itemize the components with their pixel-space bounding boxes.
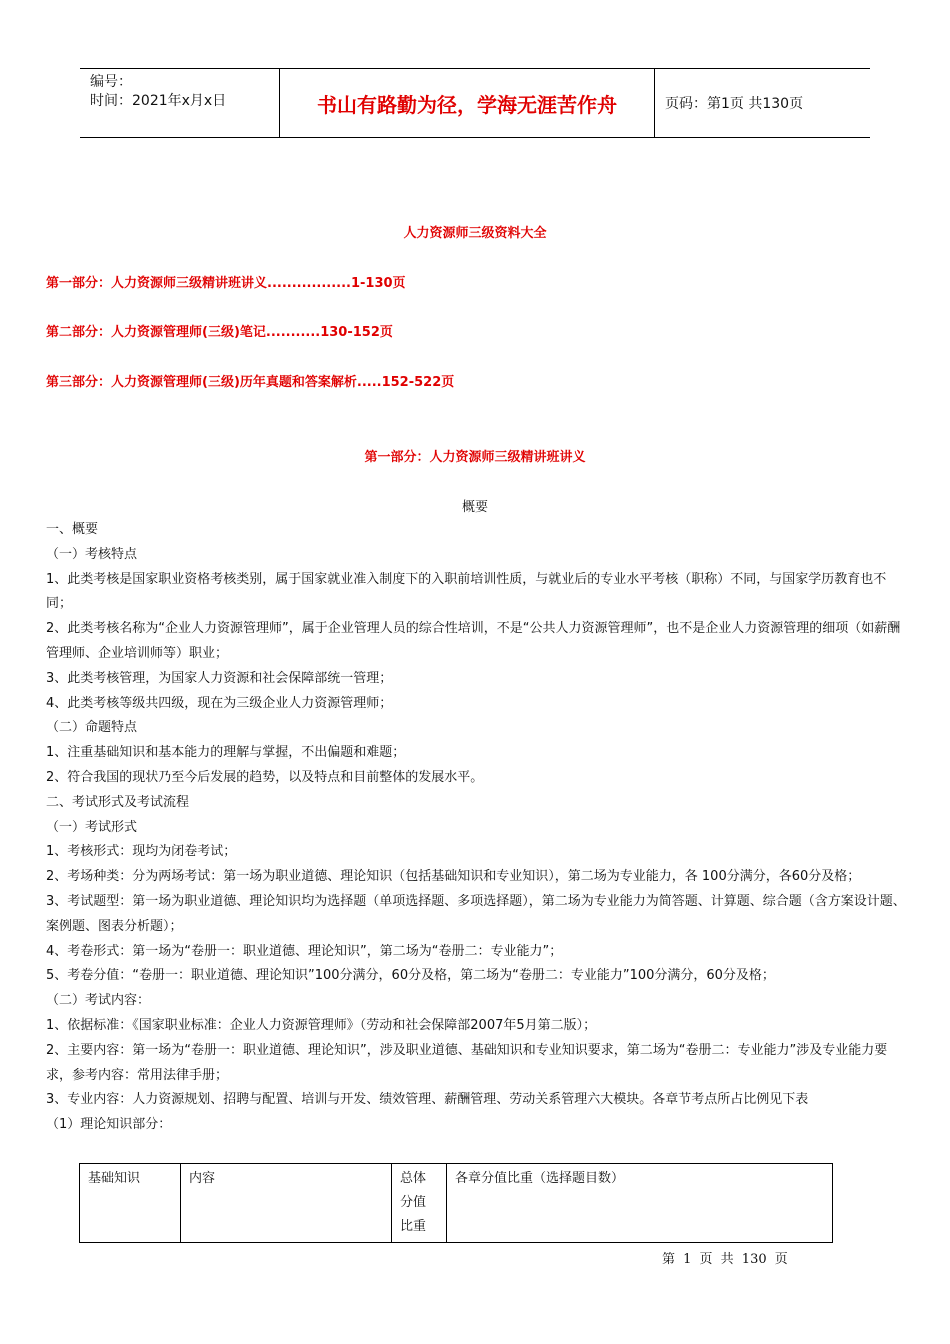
header-motto: 书山有路勤为径，学海无涯苦作舟 [280, 69, 655, 137]
text-line: （1）理论知识部分： [46, 1117, 172, 1133]
score-table [79, 1163, 833, 1243]
text-line: 1、依据标准：《国家职业标准：企业人力资源管理师》（劳动和社会保障部2007年5月第二版）； [46, 1017, 597, 1033]
text-line: （一）考试形式 [46, 819, 138, 835]
text-line: 二、考试形式及考试流程 [46, 794, 190, 810]
table-header-cell: 总体分值比重 [392, 1164, 447, 1243]
text-line: （一）考核特点 [46, 546, 138, 562]
section-title: 第一部分：人力资源师三级精讲班讲义 [364, 450, 586, 465]
text-line: 3、考试题型：第一场为职业道德、理论知识均为选择题（单项选择题、多项选择题），第二场为专业能力为简答题、计算题、综合题（含方案设计题、案例题、图表分析题）； [46, 893, 906, 934]
text-line: 5、考卷分值：“卷册一：职业道德、理论知识”100分满分，60分及格，第二场为“卷册二：专业能力”100分满分，60分及格； [46, 968, 775, 984]
table-header-cell: 基础知识 [80, 1164, 181, 1243]
text-line: 4、考卷形式：第一场为“卷册一：职业道德、理论知识”，第二场为“卷册二：专业能力”； [46, 943, 563, 959]
text-line: 2、主要内容：第一场为“卷册一：职业道德、理论知识”，涉及职业道德、基础知识和专业知识要求，第二场为“卷册二：专业能力”涉及专业能力要求，参考内容：常用法律手册； [46, 1042, 888, 1083]
text-line: 1、考核形式：现均为闭卷考试； [46, 844, 237, 860]
text-line: 1、此类考核是国家职业资格考核类别，属于国家就业准入制度下的入职前培训性质，与就业后的专业水平考核（职称）不同，与国家学历教育也不同； [46, 571, 887, 612]
overview-title: 概要 [461, 500, 488, 515]
header-page-label: 页码：第1页 共130页 [665, 96, 804, 112]
date-label: 时间：2021年x月x日 [90, 93, 227, 109]
toc-item-2: 第二部分：人力资源管理师(三级)笔记...........130-152页 [46, 325, 393, 340]
doc-title: 人力资源师三级资料大全 [403, 226, 547, 241]
document-header [80, 68, 870, 138]
text-line: 一、概要 [46, 522, 99, 537]
table-header-cell: 各章分值比重（选择题目数） [447, 1164, 833, 1243]
text-line: 1、注重基础知识和基本能力的理解与掌握，不出偏题和难题； [46, 745, 406, 761]
text-line: （二）考试内容： [46, 993, 151, 1009]
page-footer: 第 1 页 共 130 页 [662, 1252, 788, 1267]
toc-item-1: 第一部分：人力资源师三级精讲班讲义.................1-130页 [46, 276, 406, 291]
table-header-cell: 内容 [181, 1164, 392, 1243]
text-line: 2、此类考核名称为“企业人力资源管理师”，属于企业管理人员的综合性培训，不是“公共人力资源管理师”，也不是企业人力资源管理的细项（如薪酬管理师、企业培训师等）职业； [46, 621, 901, 661]
body-text [46, 518, 908, 1138]
text-line: 3、此类考核管理，为国家人力资源和社会保障部统一管理； [46, 670, 393, 686]
text-line: 3、专业内容：人力资源规划、招聘与配置、培训与开发、绩效管理、薪酬管理、劳动关系管理六大模块。各章节考点所占比例见下表 [46, 1092, 809, 1108]
table-row [80, 1164, 833, 1243]
toc-item-3: 第三部分：人力资源管理师(三级)历年真题和答案解析.....152-522页 [46, 375, 455, 390]
number-label: 编号： [90, 74, 132, 90]
text-line: （二）命题特点 [46, 720, 138, 736]
text-line: 2、符合我国的现状乃至今后发展的趋势，以及特点和目前整体的发展水平。 [46, 769, 484, 785]
header-left-cell [80, 69, 280, 137]
text-line: 4、此类考核等级共四级，现在为三级企业人力资源管理师； [46, 695, 393, 711]
text-line: 2、考场种类：分为两场考试：第一场为职业道德、理论知识（包括基础知识和专业知识），第二场为专业能力，各 100分满分，各60分及格； [46, 869, 861, 885]
